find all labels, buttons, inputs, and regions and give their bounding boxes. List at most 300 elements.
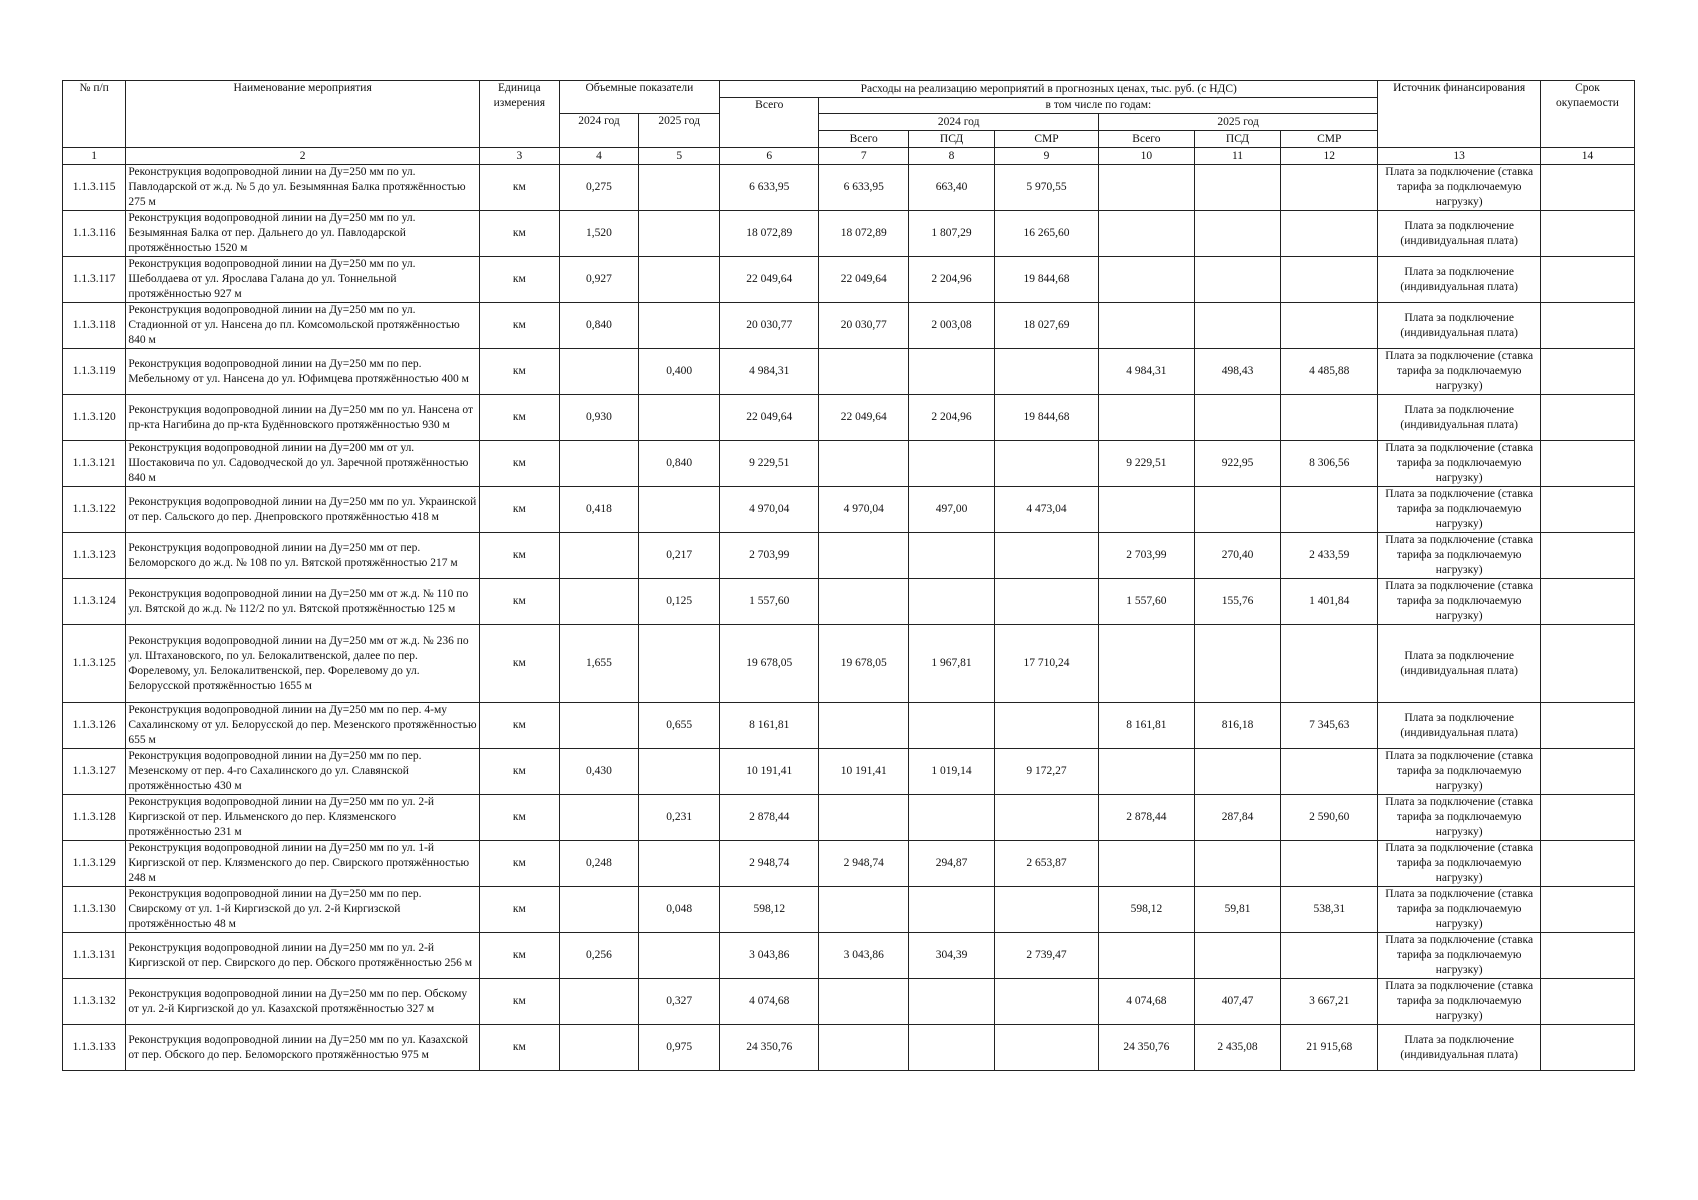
measure-name-text: Реконструкция водопроводной линии на Ду=250 мм по ул. 1-й Киргизской от пер. Клязменского до пер. Свирского протяжённостью 248 м: [128, 842, 470, 884]
payback-period: [1541, 165, 1635, 211]
header-source: Источник финансирования: [1378, 81, 1541, 148]
payback-period: [1541, 625, 1635, 703]
cost-total: 8 161,81: [720, 703, 819, 749]
unit: км: [479, 257, 559, 303]
cost-2024-psd: [908, 795, 994, 841]
cost-2025-psd: 498,43: [1194, 349, 1280, 395]
cost-2024-psd: 497,00: [908, 487, 994, 533]
unit: км: [479, 533, 559, 579]
cost-2024-total: [819, 579, 909, 625]
table-row: [63, 933, 1635, 979]
row-number: 1.1.3.119: [63, 349, 126, 395]
cost-2025-total: [1098, 487, 1194, 533]
cost-2025-smr: 8 306,56: [1281, 441, 1378, 487]
cost-total: 4 984,31: [720, 349, 819, 395]
cost-2024-psd: [908, 533, 994, 579]
cost-2025-psd: 155,76: [1194, 579, 1280, 625]
unit: км: [479, 887, 559, 933]
cost-2025-total: 8 161,81: [1098, 703, 1194, 749]
measure-name: [126, 841, 480, 887]
unit: км: [479, 1025, 559, 1071]
funding-source-text: Плата за подключение (ставка тарифа за подключаемую нагрузку): [1385, 934, 1534, 976]
unit: км: [479, 841, 559, 887]
funding-source-text: Плата за подключение (ставка тарифа за подключаемую нагрузку): [1385, 888, 1534, 930]
volume-2024: [559, 349, 639, 395]
payback-period: [1541, 211, 1635, 257]
measure-name-text: Реконструкция водопроводной линии на Ду=250 мм по ул. Казахской от пер. Обского до пер. Беломорского протяжённостью 975 м: [128, 1033, 469, 1061]
volume-2025: 0,231: [639, 795, 720, 841]
cost-2025-psd: [1194, 165, 1280, 211]
funding-source: [1378, 257, 1541, 303]
unit: км: [479, 979, 559, 1025]
header-2024-smr: СМР: [995, 131, 1099, 148]
cost-2025-smr: [1281, 487, 1378, 533]
volume-2025: 0,327: [639, 979, 720, 1025]
row-number: 1.1.3.117: [63, 257, 126, 303]
payback-period: [1541, 1025, 1635, 1071]
funding-source: [1378, 795, 1541, 841]
unit: км: [479, 795, 559, 841]
table-row: [63, 841, 1635, 887]
funding-source: [1378, 625, 1541, 703]
cost-2024-smr: 2 653,87: [995, 841, 1099, 887]
volume-2024: 0,275: [559, 165, 639, 211]
cost-2024-smr: [995, 349, 1099, 395]
cost-2024-smr: 18 027,69: [995, 303, 1099, 349]
unit: км: [479, 303, 559, 349]
payback-period: [1541, 749, 1635, 795]
volume-2024: [559, 887, 639, 933]
funding-source-text: Плата за подключение (индивидуальная плата): [1400, 1033, 1518, 1061]
cost-2025-smr: 3 667,21: [1281, 979, 1378, 1025]
funding-source-text: Плата за подключение (ставка тарифа за подключаемую нагрузку): [1385, 442, 1534, 484]
cost-2024-psd: 1 967,81: [908, 625, 994, 703]
volume-2024: 0,248: [559, 841, 639, 887]
cost-total: 2 703,99: [720, 533, 819, 579]
cost-2025-smr: 1 401,84: [1281, 579, 1378, 625]
cost-2024-smr: [995, 1025, 1099, 1071]
cost-total: 2 948,74: [720, 841, 819, 887]
cost-2025-psd: 407,47: [1194, 979, 1280, 1025]
funding-source: [1378, 441, 1541, 487]
measures-table: [62, 80, 1635, 1071]
cost-2025-smr: [1281, 165, 1378, 211]
cost-total: 4 970,04: [720, 487, 819, 533]
funding-source: [1378, 1025, 1541, 1071]
table-row: [63, 1025, 1635, 1071]
cost-2024-smr: 4 473,04: [995, 487, 1099, 533]
volume-2025: [639, 487, 720, 533]
cost-2025-total: [1098, 933, 1194, 979]
column-number: 7: [819, 148, 909, 165]
cost-2024-smr: [995, 703, 1099, 749]
header-volume: Объемные показатели: [559, 81, 719, 114]
unit: км: [479, 487, 559, 533]
cost-2025-smr: [1281, 257, 1378, 303]
cost-2025-total: 1 557,60: [1098, 579, 1194, 625]
cost-2024-smr: [995, 887, 1099, 933]
cost-2024-total: 2 948,74: [819, 841, 909, 887]
cost-2025-psd: [1194, 257, 1280, 303]
measure-name-text: Реконструкция водопроводной линии на Ду=250 мм по ул. 2-й Киргизской от пер. Ильменского до пер. Клязменского протяжённостью 231 м: [128, 796, 435, 838]
measure-name: [126, 257, 480, 303]
column-number: 11: [1194, 148, 1280, 165]
cost-2025-total: [1098, 165, 1194, 211]
cost-2025-smr: 538,31: [1281, 887, 1378, 933]
cost-2025-smr: [1281, 841, 1378, 887]
cost-total: 10 191,41: [720, 749, 819, 795]
volume-2024: 1,520: [559, 211, 639, 257]
volume-2025: 0,400: [639, 349, 720, 395]
cost-2025-total: [1098, 625, 1194, 703]
cost-2024-psd: [908, 1025, 994, 1071]
table-row: [63, 795, 1635, 841]
cost-2024-total: [819, 979, 909, 1025]
cost-2024-smr: 16 265,60: [995, 211, 1099, 257]
cost-2024-total: 3 043,86: [819, 933, 909, 979]
measure-name-text: Реконструкция водопроводной линии на Ду=200 мм от ул. Шостаковича по ул. Садоводческой до ул. Заречной протяжённостью 840 м: [128, 442, 469, 484]
measure-name-text: Реконструкция водопроводной линии на Ду=250 мм по пер. 4-му Сахалинскому от ул. Белорусской до пер. Мезенского протяжённостью 655 м: [128, 704, 477, 746]
cost-total: 22 049,64: [720, 257, 819, 303]
volume-2024: [559, 533, 639, 579]
cost-2025-total: 2 703,99: [1098, 533, 1194, 579]
header-volume-2025: 2025 год: [639, 114, 720, 148]
volume-2025: 0,048: [639, 887, 720, 933]
header-costs-2025: 2025 год: [1098, 114, 1378, 131]
cost-total: 9 229,51: [720, 441, 819, 487]
payback-period: [1541, 933, 1635, 979]
cost-2024-psd: 294,87: [908, 841, 994, 887]
cost-2024-total: [819, 533, 909, 579]
cost-2024-psd: [908, 441, 994, 487]
cost-2024-smr: [995, 533, 1099, 579]
cost-2025-psd: 59,81: [1194, 887, 1280, 933]
funding-source-text: Плата за подключение (ставка тарифа за подключаемую нагрузку): [1385, 842, 1534, 884]
cost-2025-psd: [1194, 395, 1280, 441]
measure-name-text: Реконструкция водопроводной линии на Ду=250 мм по ул. Нансена от пр-кта Нагибина до пр-кта Будённовского протяжённостью 930 м: [128, 403, 474, 431]
row-number: 1.1.3.131: [63, 933, 126, 979]
volume-2024: 0,930: [559, 395, 639, 441]
volume-2025: 0,217: [639, 533, 720, 579]
cost-2025-smr: [1281, 303, 1378, 349]
cost-2025-psd: 922,95: [1194, 441, 1280, 487]
table-row: [63, 165, 1635, 211]
volume-2025: [639, 841, 720, 887]
cost-2025-psd: [1194, 211, 1280, 257]
measure-name-text: Реконструкция водопроводной линии на Ду=250 мм по ул. Шеболдаева от ул. Ярослава Галана до ул. Тоннельной протяжённостью 927 м: [128, 258, 416, 300]
volume-2025: 0,655: [639, 703, 720, 749]
table-body: [63, 165, 1635, 1071]
cost-2025-smr: 21 915,68: [1281, 1025, 1378, 1071]
funding-source: [1378, 349, 1541, 395]
measure-name-text: Реконструкция водопроводной линии на Ду=250 мм по пер. Свирскому от ул. 1-й Киргизской до ул. 2-й Киргизской протяжённостью 48 м: [128, 888, 422, 930]
funding-source-text: Плата за подключение (индивидуальная плата): [1400, 265, 1518, 293]
funding-source: [1378, 703, 1541, 749]
cost-2025-psd: 816,18: [1194, 703, 1280, 749]
cost-2025-psd: 2 435,08: [1194, 1025, 1280, 1071]
table-row: [63, 703, 1635, 749]
cost-2025-smr: 2 433,59: [1281, 533, 1378, 579]
column-number: 5: [639, 148, 720, 165]
row-number: 1.1.3.133: [63, 1025, 126, 1071]
measure-name: [126, 165, 480, 211]
funding-source: [1378, 979, 1541, 1025]
cost-total: 4 074,68: [720, 979, 819, 1025]
cost-2024-smr: [995, 979, 1099, 1025]
funding-source: [1378, 579, 1541, 625]
payback-period: [1541, 395, 1635, 441]
header-2025-smr: СМР: [1281, 131, 1378, 148]
unit: км: [479, 749, 559, 795]
cost-2025-psd: 270,40: [1194, 533, 1280, 579]
cost-total: 6 633,95: [720, 165, 819, 211]
cost-2024-total: 10 191,41: [819, 749, 909, 795]
column-number: 14: [1541, 148, 1635, 165]
header-total: Всего: [720, 98, 819, 148]
unit: км: [479, 211, 559, 257]
cost-2025-smr: [1281, 625, 1378, 703]
measure-name: [126, 887, 480, 933]
funding-source-text: Плата за подключение (ставка тарифа за подключаемую нагрузку): [1385, 580, 1534, 622]
volume-2024: 0,256: [559, 933, 639, 979]
funding-source: [1378, 887, 1541, 933]
header-2024-total: Всего: [819, 131, 909, 148]
volume-2025: [639, 625, 720, 703]
cost-2024-psd: 2 204,96: [908, 395, 994, 441]
cost-total: 2 878,44: [720, 795, 819, 841]
cost-total: 18 072,89: [720, 211, 819, 257]
investment-program-table-page: [62, 80, 1635, 1071]
measure-name: [126, 703, 480, 749]
header-unit: Единица измерения: [479, 81, 559, 148]
volume-2024: [559, 795, 639, 841]
funding-source: [1378, 841, 1541, 887]
table-row: [63, 349, 1635, 395]
column-number: 13: [1378, 148, 1541, 165]
volume-2024: [559, 703, 639, 749]
funding-source-text: Плата за подключение (ставка тарифа за подключаемую нагрузку): [1385, 488, 1534, 530]
funding-source: [1378, 933, 1541, 979]
column-number: 2: [126, 148, 480, 165]
cost-2024-total: [819, 887, 909, 933]
funding-source-text: Плата за подключение (ставка тарифа за подключаемую нагрузку): [1385, 166, 1534, 208]
cost-2025-total: [1098, 841, 1194, 887]
table-row: [63, 887, 1635, 933]
cost-2025-psd: 287,84: [1194, 795, 1280, 841]
volume-2025: [639, 211, 720, 257]
measure-name: [126, 303, 480, 349]
cost-2025-smr: [1281, 749, 1378, 795]
volume-2024: [559, 979, 639, 1025]
unit: км: [479, 165, 559, 211]
volume-2025: [639, 749, 720, 795]
payback-period: [1541, 841, 1635, 887]
cost-2025-total: [1098, 211, 1194, 257]
cost-2024-total: 4 970,04: [819, 487, 909, 533]
payback-period: [1541, 703, 1635, 749]
funding-source: [1378, 533, 1541, 579]
measure-name: [126, 749, 480, 795]
measure-name: [126, 441, 480, 487]
cost-2024-total: [819, 795, 909, 841]
payback-period: [1541, 349, 1635, 395]
volume-2024: [559, 441, 639, 487]
cost-2024-smr: 17 710,24: [995, 625, 1099, 703]
payback-period: [1541, 887, 1635, 933]
measure-name: [126, 795, 480, 841]
measure-name-text: Реконструкция водопроводной линии на Ду=250 мм от ж.д. № 110 по ул. Вятской до ж.д. № 112/2 по ул. Вятской протяжённостью 125 м: [128, 587, 469, 615]
cost-2024-smr: 2 739,47: [995, 933, 1099, 979]
measure-name-text: Реконструкция водопроводной линии на Ду=250 мм по ул. 2-й Киргизской от пер. Свирского до пер. Обского протяжённостью 256 м: [128, 941, 472, 969]
funding-source-text: Плата за подключение (ставка тарифа за подключаемую нагрузку): [1385, 534, 1534, 576]
column-number: 6: [720, 148, 819, 165]
volume-2024: [559, 1025, 639, 1071]
cost-2025-smr: [1281, 395, 1378, 441]
measure-name-text: Реконструкция водопроводной линии на Ду=250 мм от ж.д. № 236 по ул. Штахановского, по ул. Белокалитвенской, далее по пер. Форелевому, ул. Белокалитвенской, пер. Форелевому до ул. Белорусской протяжённостью 1655 м: [128, 634, 469, 692]
measure-name-text: Реконструкция водопроводной линии на Ду=250 мм по пер. Мебельному от ул. Нансена до ул. Юфимцева протяжённостью 400 м: [128, 357, 469, 385]
row-number: 1.1.3.128: [63, 795, 126, 841]
table-row: [63, 749, 1635, 795]
payback-period: [1541, 579, 1635, 625]
cost-2024-total: [819, 703, 909, 749]
measure-name: [126, 979, 480, 1025]
header-costs-2024: 2024 год: [819, 114, 1098, 131]
cost-2025-smr: 2 590,60: [1281, 795, 1378, 841]
cost-2024-total: 18 072,89: [819, 211, 909, 257]
row-number: 1.1.3.115: [63, 165, 126, 211]
row-number: 1.1.3.125: [63, 625, 126, 703]
row-number: 1.1.3.116: [63, 211, 126, 257]
volume-2025: [639, 303, 720, 349]
cost-2025-total: [1098, 257, 1194, 303]
cost-2024-psd: 1 019,14: [908, 749, 994, 795]
volume-2025: [639, 257, 720, 303]
table-row: [63, 395, 1635, 441]
cost-2025-psd: [1194, 933, 1280, 979]
cost-total: 1 557,60: [720, 579, 819, 625]
unit: км: [479, 625, 559, 703]
column-number: 8: [908, 148, 994, 165]
cost-2025-total: [1098, 303, 1194, 349]
header-volume-2024: 2024 год: [559, 114, 639, 148]
table-row: [63, 625, 1635, 703]
measure-name-text: Реконструкция водопроводной линии на Ду=250 мм по ул. Безымянная Балка от пер. Дальнего до ул. Павлодарской протяжённостью 1520 м: [128, 212, 416, 254]
volume-2024: 0,430: [559, 749, 639, 795]
measure-name: [126, 395, 480, 441]
row-number: 1.1.3.121: [63, 441, 126, 487]
cost-2024-psd: 304,39: [908, 933, 994, 979]
volume-2025: 0,975: [639, 1025, 720, 1071]
cost-2024-total: 22 049,64: [819, 257, 909, 303]
payback-period: [1541, 487, 1635, 533]
volume-2024: 0,927: [559, 257, 639, 303]
funding-source-text: Плата за подключение (индивидуальная плата): [1400, 711, 1518, 739]
funding-source-text: Плата за подключение (индивидуальная плата): [1400, 311, 1518, 339]
volume-2025: 0,125: [639, 579, 720, 625]
volume-2024: 0,418: [559, 487, 639, 533]
header-2024-psd: ПСД: [908, 131, 994, 148]
cost-total: 598,12: [720, 887, 819, 933]
cost-total: 19 678,05: [720, 625, 819, 703]
funding-source: [1378, 303, 1541, 349]
column-number: 4: [559, 148, 639, 165]
row-number: 1.1.3.122: [63, 487, 126, 533]
column-numbers-row: [63, 148, 1635, 165]
unit: км: [479, 395, 559, 441]
cost-2024-total: 19 678,05: [819, 625, 909, 703]
column-number: 12: [1281, 148, 1378, 165]
cost-2025-total: [1098, 749, 1194, 795]
cost-2024-smr: 19 844,68: [995, 257, 1099, 303]
cost-2025-total: 4 984,31: [1098, 349, 1194, 395]
row-number: 1.1.3.132: [63, 979, 126, 1025]
cost-total: 24 350,76: [720, 1025, 819, 1071]
header-no: № п/п: [63, 81, 126, 148]
cost-2024-psd: 2 003,08: [908, 303, 994, 349]
cost-2024-smr: [995, 441, 1099, 487]
cost-2025-total: 4 074,68: [1098, 979, 1194, 1025]
funding-source-text: Плата за подключение (индивидуальная плата): [1400, 219, 1518, 247]
column-number: 9: [995, 148, 1099, 165]
funding-source-text: Плата за подключение (ставка тарифа за подключаемую нагрузку): [1385, 796, 1534, 838]
measure-name-text: Реконструкция водопроводной линии на Ду=250 мм по ул. Украинской от пер. Сальского до пер. Днепровского протяжённостью 418 м: [128, 495, 477, 523]
cost-total: 3 043,86: [720, 933, 819, 979]
cost-2024-psd: [908, 887, 994, 933]
cost-2025-psd: [1194, 841, 1280, 887]
header-costs: Расходы на реализацию мероприятий в прогнозных ценах, тыс. руб. (с НДС): [720, 81, 1378, 98]
row-number: 1.1.3.127: [63, 749, 126, 795]
cost-2024-smr: 5 970,55: [995, 165, 1099, 211]
header-2025-psd: ПСД: [1194, 131, 1280, 148]
volume-2025: 0,840: [639, 441, 720, 487]
funding-source-text: Плата за подключение (ставка тарифа за подключаемую нагрузку): [1385, 750, 1534, 792]
table-row: [63, 979, 1635, 1025]
cost-total: 22 049,64: [720, 395, 819, 441]
cost-2024-smr: 19 844,68: [995, 395, 1099, 441]
row-number: 1.1.3.130: [63, 887, 126, 933]
column-number: 10: [1098, 148, 1194, 165]
measure-name: [126, 625, 480, 703]
cost-2025-total: 2 878,44: [1098, 795, 1194, 841]
payback-period: [1541, 303, 1635, 349]
table-row: [63, 303, 1635, 349]
cost-2025-smr: 7 345,63: [1281, 703, 1378, 749]
measure-name-text: Реконструкция водопроводной линии на Ду=250 мм по ул. Стадионной от ул. Нансена до пл. Комсомольской протяжённостью 840 м: [128, 304, 460, 346]
volume-2024: 1,655: [559, 625, 639, 703]
column-number: 3: [479, 148, 559, 165]
measure-name-text: Реконструкция водопроводной линии на Ду=250 мм по пер. Мезенскому от пер. 4-го Сахалинского до ул. Славянской протяжённостью 430 м: [128, 750, 422, 792]
payback-period: [1541, 795, 1635, 841]
volume-2025: [639, 933, 720, 979]
measure-name: [126, 349, 480, 395]
cost-2024-psd: 1 807,29: [908, 211, 994, 257]
cost-2024-total: 6 633,95: [819, 165, 909, 211]
cost-2024-psd: [908, 579, 994, 625]
measure-name: [126, 1025, 480, 1071]
unit: км: [479, 579, 559, 625]
measure-name: [126, 579, 480, 625]
volume-2024: [559, 579, 639, 625]
measure-name-text: Реконструкция водопроводной линии на Ду=250 мм от пер. Беломорского до ж.д. № 108 по ул. Вятской протяжённостью 217 м: [128, 541, 458, 569]
cost-2025-psd: [1194, 749, 1280, 795]
cost-2025-total: 9 229,51: [1098, 441, 1194, 487]
payback-period: [1541, 979, 1635, 1025]
header-2025-total: Всего: [1098, 131, 1194, 148]
cost-2024-psd: [908, 349, 994, 395]
cost-2024-smr: [995, 795, 1099, 841]
payback-period: [1541, 257, 1635, 303]
row-number: 1.1.3.123: [63, 533, 126, 579]
